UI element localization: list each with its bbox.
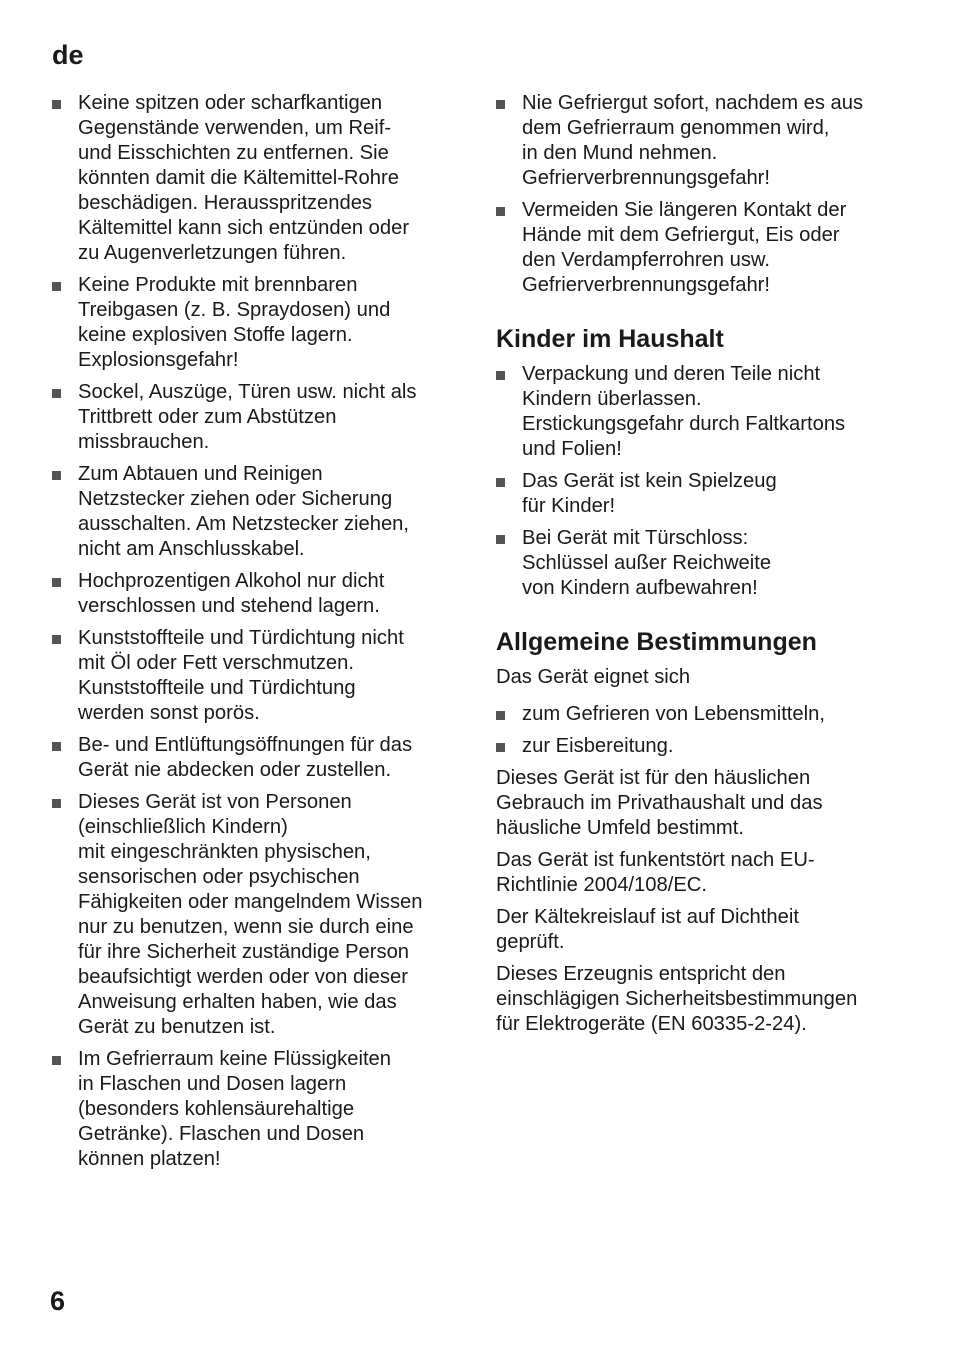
square-bullet-icon [52,635,61,644]
safety-list-left [52,91,457,1172]
left-column [52,91,457,1179]
square-bullet-icon [52,799,61,808]
list-item: Keine Produkte mit brennbaren Treibgasen (z. B. Spraydosen) und keine explosiven Stoffe lagern. Explosionsgefahr! [52,273,457,373]
safety-list-right [496,91,906,298]
allgemein-intro: Das Gerät eignet sich [496,666,691,688]
page-number: 6 [50,1286,66,1316]
paragraph: Dieses Gerät ist für den häuslichen Gebrauch im Privathaushalt und das häusliche Umfeld bestimmt. [496,767,823,839]
section-heading-allgemein: Allgemeine Bestimmungen [496,628,817,656]
square-bullet-icon [52,1056,61,1065]
square-bullet-icon [496,711,505,720]
kinder-list [496,362,906,601]
list-item: Das Gerät ist kein Spielzeug für Kinder! [496,469,906,519]
list-item: Be- und Entlüftungsöffnungen für das Gerät nie abdecken oder zustellen. [52,733,457,783]
right-column [496,91,906,1044]
language-code: de [52,40,84,70]
list-item: Sockel, Auszüge, Türen usw. nicht als Trittbrett oder zum Abstützen missbrauchen. [52,380,457,455]
allgemein-list [496,702,906,759]
paragraph: Der Kältekreislauf ist auf Dichtheit geprüft. [496,906,799,953]
square-bullet-icon [52,389,61,398]
square-bullet-icon [496,207,505,216]
square-bullet-icon [496,535,505,544]
square-bullet-icon [52,578,61,587]
list-item: Bei Gerät mit Türschloss: Schlüssel außer Reichweite von Kindern aufbewahren! [496,526,906,601]
list-item: Nie Gefriergut sofort, nachdem es aus dem Gefrierraum genommen wird, in den Mund nehmen. Gefrierverbrennungsgefahr! [496,91,906,191]
list-item: zur Eisbereitung. [496,734,906,759]
list-item: Hochprozentigen Alkohol nur dicht verschlossen und stehend lagern. [52,569,457,619]
list-item: Verpackung und deren Teile nicht Kindern überlassen. Erstickungsgefahr durch Faltkartons und Folien! [496,362,906,462]
square-bullet-icon [496,743,505,752]
square-bullet-icon [52,282,61,291]
list-item: Kunststoffteile und Türdichtung nicht mit Öl oder Fett verschmutzen. Kunststoffteile und Türdichtung werden sonst porös. [52,626,457,726]
list-item: Im Gefrierraum keine Flüssigkeiten in Flaschen und Dosen lagern (besonders kohlensäurehaltige Getränke). Flaschen und Dosen können platzen! [52,1047,457,1172]
square-bullet-icon [52,471,61,480]
square-bullet-icon [496,371,505,380]
list-item: Dieses Gerät ist von Personen (einschließlich Kindern) mit eingeschränkten physischen, sensorischen oder psychischen Fähigkeiten oder mangelndem Wissen nur zu benutzen, wenn sie durch eine für ihre Sicherheit zuständige Person beaufsichtigt werden oder von dieser Anweisung erhalten haben, wie das Gerät zu benutzen ist. [52,790,457,1040]
square-bullet-icon [496,100,505,109]
square-bullet-icon [52,100,61,109]
square-bullet-icon [52,742,61,751]
list-item: Keine spitzen oder scharfkantigen Gegenstände verwenden, um Reif- und Eisschichten zu entfernen. Sie könnten damit die Kältemittel-Rohre beschädigen. Herausspritzendes Kältemittel kann sich entzünden oder zu Augenverletzungen führen. [52,91,457,266]
list-item: Zum Abtauen und Reinigen Netzstecker ziehen oder Sicherung ausschalten. Am Netzstecker ziehen, nicht am Anschlusskabel. [52,462,457,562]
list-item: Vermeiden Sie längeren Kontakt der Hände mit dem Gefriergut, Eis oder den Verdampferrohren usw. Gefrierverbrennungsgefahr! [496,198,906,298]
section-heading-kinder: Kinder im Haushalt [496,325,724,353]
list-item: zum Gefrieren von Lebensmitteln, [496,702,906,727]
paragraph: Dieses Erzeugnis entspricht den einschlägigen Sicherheitsbestimmungen für Elektrogeräte (EN 60335-2-24). [496,963,858,1035]
square-bullet-icon [496,478,505,487]
paragraph: Das Gerät ist funkentstört nach EU- Richtlinie 2004/108/EC. [496,849,815,896]
